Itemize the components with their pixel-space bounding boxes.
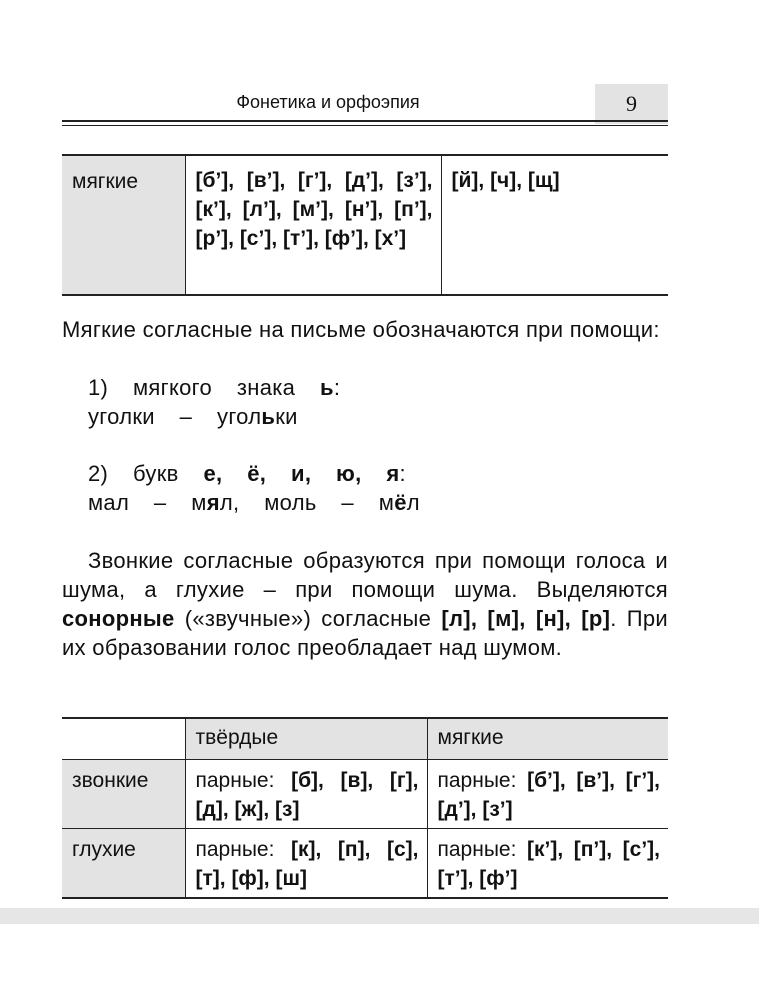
table-row xyxy=(62,829,668,899)
table-row xyxy=(62,760,668,829)
voiced-paragraph: Звонкие согласные образуются при помощи голоса и шума, а глухие – при помощи шума. Выделяются сонорные («звучные») согласные [л], [м], [н], [р]. При их образовании голос преобладает над шумом. xyxy=(62,548,668,660)
list-item-soft-sign: 1) мягкого знака ь: xyxy=(88,375,341,400)
voiced-soft-cell: парные: [б’], [в’], [г’], [д’], [з’] xyxy=(427,760,668,829)
header-rule xyxy=(62,120,668,122)
table-header-row xyxy=(62,718,668,760)
list-item-vowel-letters: 2) букв е, ё, и, ю, я: xyxy=(88,461,406,486)
running-header-title: Фонетика и орфоэпия xyxy=(236,92,420,112)
column-header-hard: твёрдые xyxy=(185,718,427,760)
paired-soft-consonants: [б’], [в’], [г’], [д’], [з’], [к’], [л’], [м’], [н’], [п’], [р’], [с’], [т’], [ф’], [х’] xyxy=(185,155,441,295)
row-header-voiceless: глухие xyxy=(62,829,185,899)
voiceless-hard-cell: парные: [к], [п], [с], [т], [ф], [ш] xyxy=(185,829,427,899)
voicing-pairs-table xyxy=(62,717,668,899)
page-bottom-band xyxy=(0,908,759,924)
voiceless-soft-cell: парные: [к’], [п’], [с’], [т’], [ф’] xyxy=(427,829,668,899)
voiced-hard-cell: парные: [б], [в], [г], [д], [ж], [з] xyxy=(185,760,427,829)
row-header-voiced: звонкие xyxy=(62,760,185,829)
sonorant-term: сонорные xyxy=(62,606,175,631)
example-vowel-letters: мал – мял, моль – мёл xyxy=(88,490,420,515)
soft-consonants-table xyxy=(62,154,668,296)
table-row xyxy=(62,155,668,295)
soft-letters-intro: Мягкие согласные на письме обозначаются при помощи: xyxy=(62,317,660,342)
header-rule-thin xyxy=(62,125,668,126)
unpaired-soft-consonants: [й], [ч], [щ] xyxy=(441,155,668,295)
page-number: 9 xyxy=(595,84,668,124)
corner-cell xyxy=(62,718,185,760)
row-header-soft: мягкие xyxy=(62,155,185,295)
sonorant-list: [л], [м], [н], [р] xyxy=(441,606,611,631)
example-soft-sign: уголки – угольки xyxy=(88,404,298,429)
column-header-soft: мягкие xyxy=(427,718,668,760)
